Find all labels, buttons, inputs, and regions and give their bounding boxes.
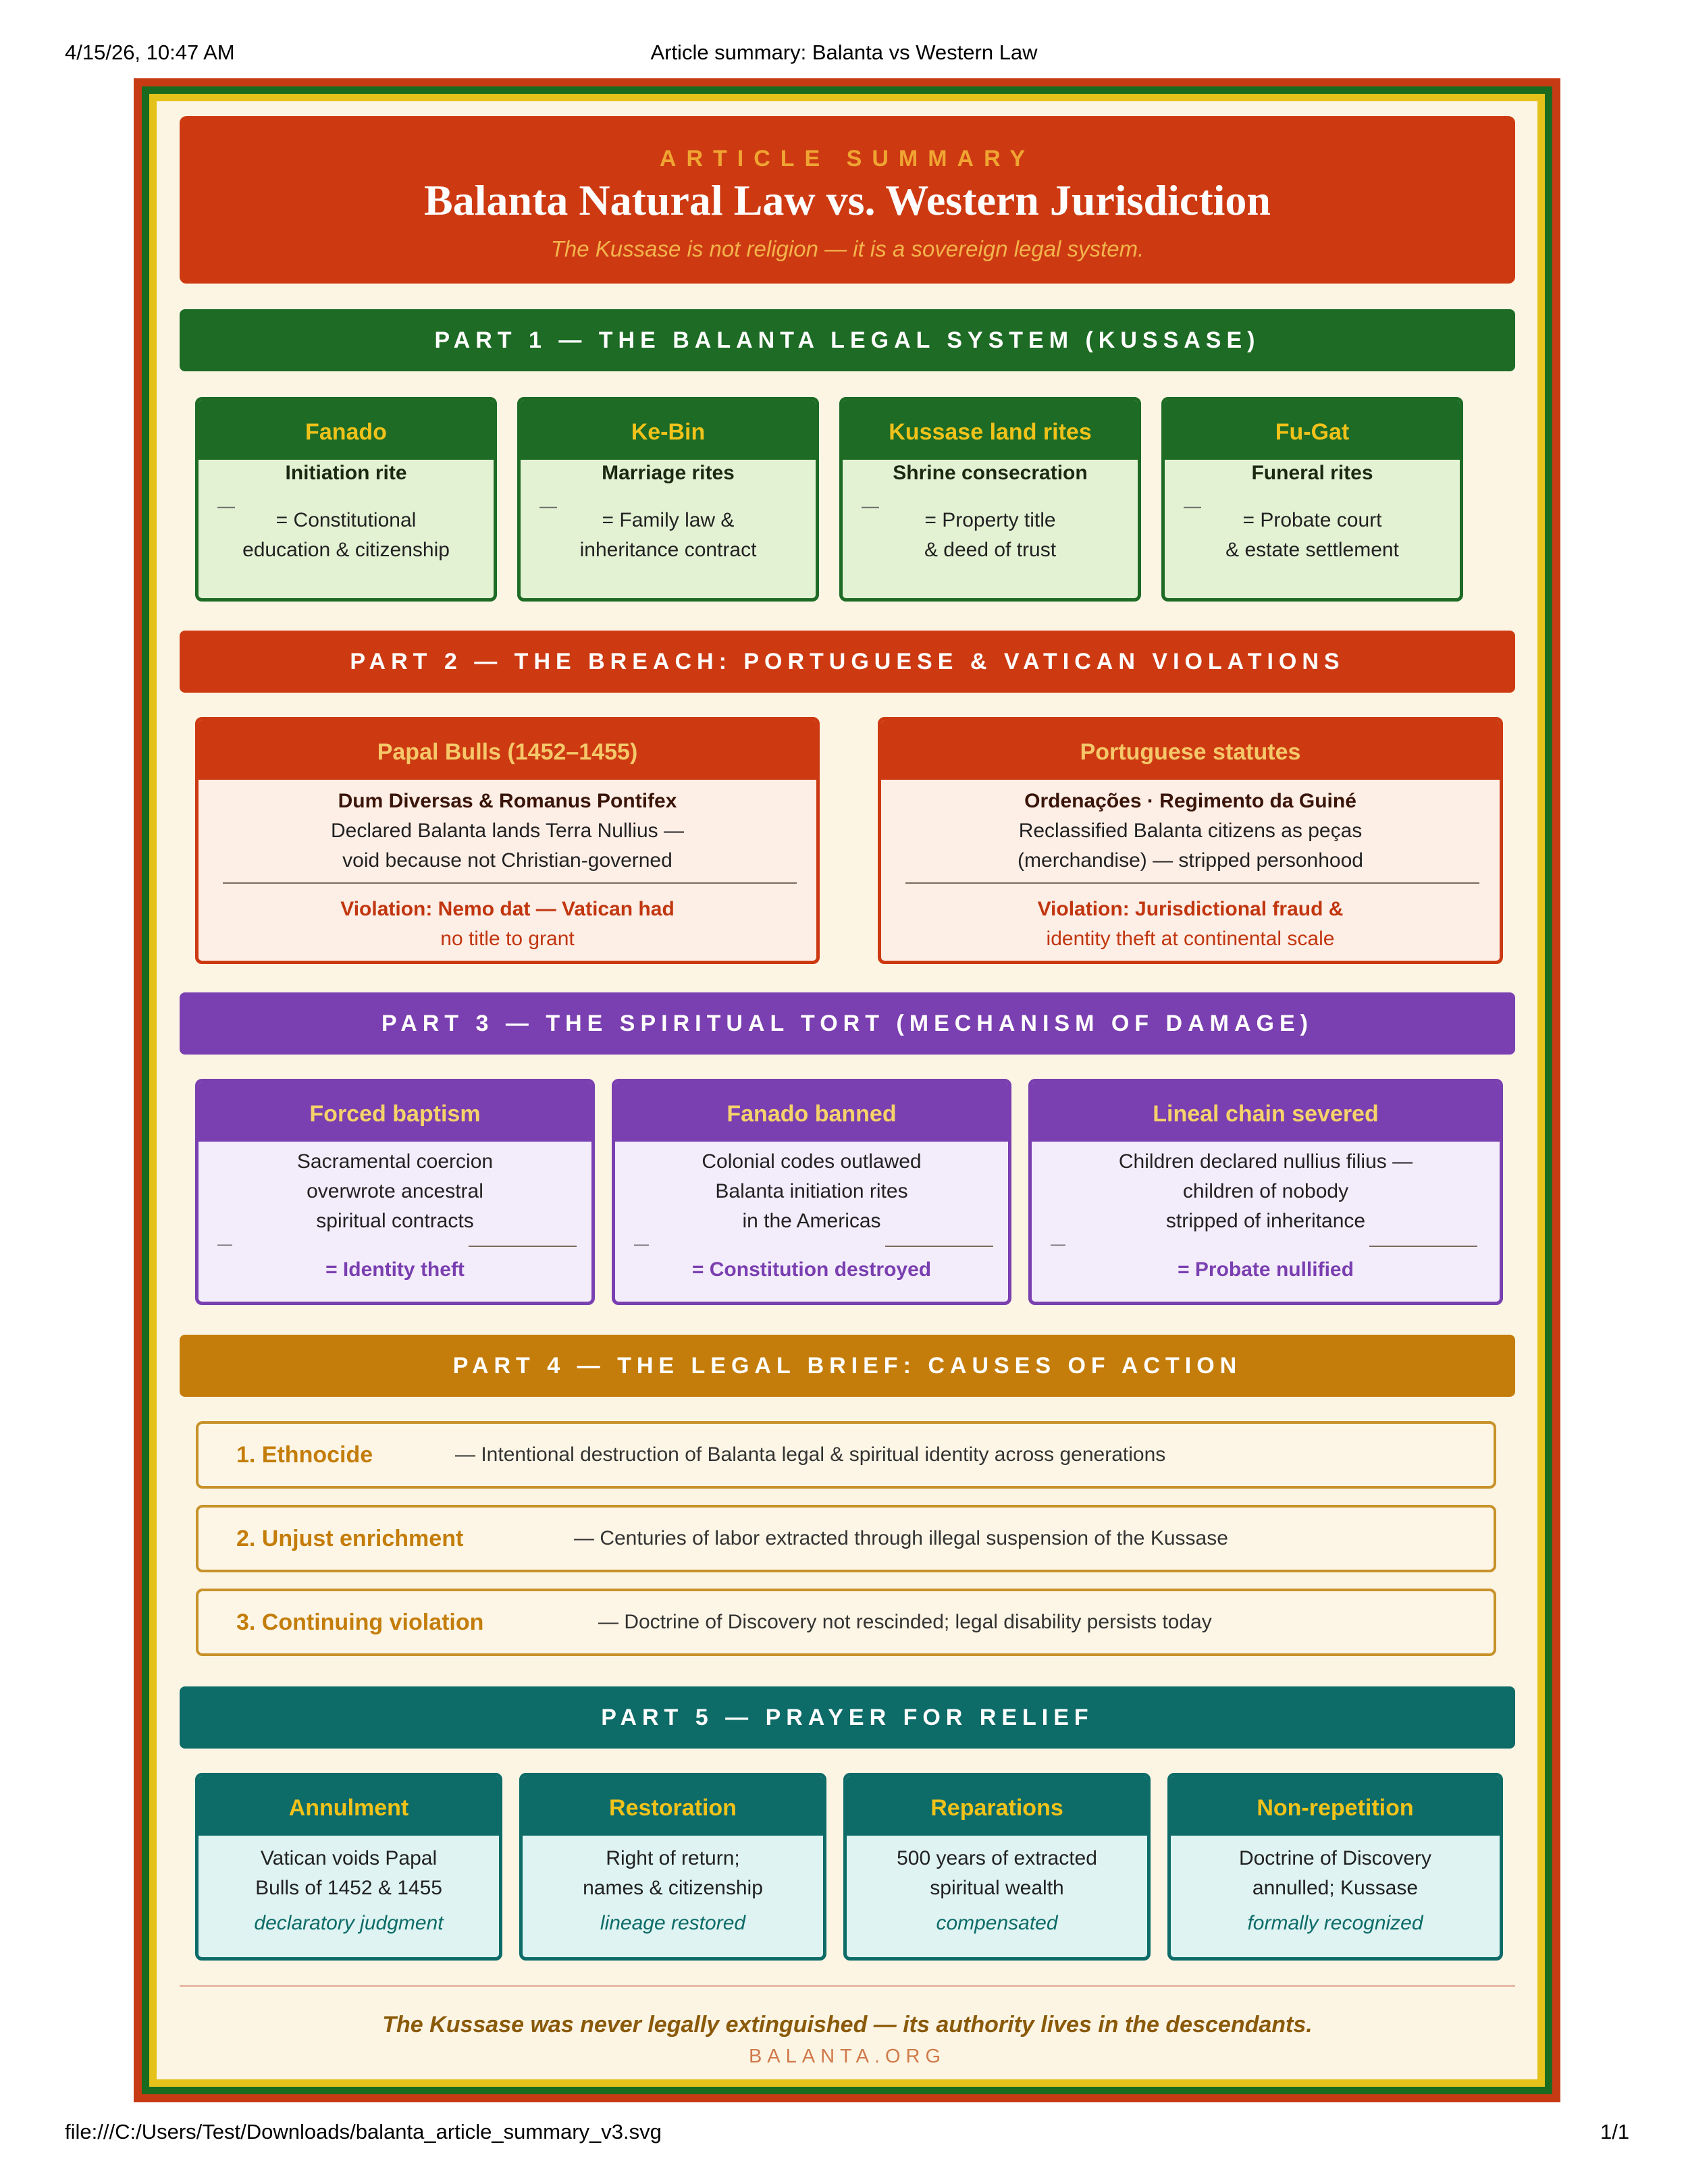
- dash: —: [217, 1235, 232, 1252]
- card-title: Fanado: [199, 400, 494, 460]
- part5-heading: PART 5 — PRAYER FOR RELIEF: [180, 1686, 1515, 1749]
- page-title: Balanta Natural Law vs. Western Jurisdiction: [424, 176, 1271, 224]
- print-page-number: 1/1: [1600, 2120, 1630, 2143]
- card-subtitle: Dum Diversas & Romanus Pontifex: [338, 790, 677, 812]
- card-title: Fu-Gat: [1165, 400, 1460, 460]
- part5-card-restoration: [519, 1773, 826, 1961]
- card-title: Ke-Bin: [521, 400, 816, 460]
- card-line: = Probate court: [1242, 509, 1382, 531]
- card-title: Papal Bulls (1452–1455): [199, 720, 816, 780]
- part1-card-fanado: [195, 397, 497, 602]
- part1-card-fu-gat: [1161, 397, 1463, 602]
- part4-heading: PART 4 — THE LEGAL BRIEF: CAUSES OF ACTION: [180, 1335, 1515, 1397]
- card-title: Portuguese statutes: [881, 720, 1500, 780]
- cause-name: 2. Unjust enrichment: [236, 1526, 464, 1551]
- card-line: Right of return;: [606, 1847, 740, 1869]
- card-title: Fanado banned: [615, 1082, 1008, 1142]
- card-line: in the Americas: [742, 1210, 881, 1232]
- cause-name: 3. Continuing violation: [236, 1609, 484, 1635]
- part3-card-lineal-chain: [1028, 1079, 1503, 1305]
- dash: —: [1184, 496, 1201, 516]
- print-title: Article summary: Balanta vs Western Law: [650, 41, 1038, 64]
- cause-description: — Centuries of labor extracted through illegal suspension of the Kussase: [574, 1527, 1228, 1549]
- violation-text: no title to grant: [440, 928, 575, 950]
- card-line: (merchandise) — stripped personhood: [1018, 849, 1363, 872]
- result-text: = Constitution destroyed: [691, 1258, 932, 1281]
- part5-card-annulment: [195, 1773, 502, 1961]
- card-subtitle: Ordenações · Regimento da Guiné: [1024, 790, 1356, 812]
- part5-card-non-repetition: [1167, 1773, 1503, 1961]
- divider: [1369, 1246, 1477, 1247]
- card-line: inheritance contract: [579, 539, 757, 561]
- part5-card-reparations: [843, 1773, 1151, 1961]
- card-line: = Constitutional: [275, 509, 417, 531]
- dash: —: [1051, 1235, 1065, 1252]
- violation-text: identity theft at continental scale: [1046, 928, 1335, 950]
- card-subtitle: Funeral rites: [1251, 462, 1373, 484]
- card-line: = Family law &: [602, 509, 735, 531]
- cause-name: 1. Ethnocide: [236, 1442, 373, 1468]
- card-line: spiritual wealth: [930, 1877, 1064, 1899]
- part2-card-portuguese-statutes: [878, 717, 1503, 964]
- divider: [905, 882, 1479, 884]
- card-title: Reparations: [847, 1776, 1147, 1836]
- card-title: Lineal chain severed: [1032, 1082, 1500, 1142]
- card-title: Annulment: [199, 1776, 499, 1836]
- divider: [885, 1246, 993, 1247]
- title-block: [180, 116, 1515, 284]
- card-line: Children declared nullius filius —: [1118, 1150, 1413, 1173]
- site-name: BALANTA.ORG: [748, 2046, 947, 2067]
- card-line: & deed of trust: [924, 539, 1057, 561]
- violation-text: Violation: Jurisdictional fraud &: [1037, 898, 1344, 920]
- cause-description: — Intentional destruction of Balanta legal & spiritual identity across generations: [455, 1443, 1166, 1466]
- card-subtitle: Initiation rite: [285, 462, 407, 484]
- print-file-path: file:///C:/Users/Test/Downloads/balanta_article_summary_v3.svg: [65, 2120, 662, 2143]
- result-text: = Identity theft: [325, 1258, 465, 1281]
- cause-description: — Doctrine of Discovery not rescinded; legal disability persists today: [598, 1611, 1212, 1633]
- result-text: = Probate nullified: [1178, 1258, 1354, 1281]
- footer-divider: [180, 1985, 1515, 1987]
- card-line: 500 years of extracted: [897, 1847, 1097, 1869]
- card-line: Reclassified Balanta citizens as peças: [1018, 820, 1363, 842]
- dash: —: [862, 496, 879, 516]
- part1-heading: PART 1 — THE BALANTA LEGAL SYSTEM (KUSSASE): [180, 309, 1515, 371]
- card-note: compensated: [936, 1912, 1058, 1934]
- part3-card-fanado-banned: [612, 1079, 1011, 1305]
- card-subtitle: Shrine consecration: [893, 462, 1088, 484]
- part2-card-papal-bulls: [195, 717, 820, 964]
- dash: —: [217, 496, 235, 516]
- card-line: overwrote ancestral: [307, 1180, 483, 1202]
- subtitle: The Kussase is not religion — it is a sovereign legal system.: [550, 236, 1144, 261]
- card-line: names & citizenship: [583, 1877, 763, 1899]
- card-line: & estate settlement: [1225, 539, 1399, 561]
- divider: [469, 1246, 577, 1247]
- card-line: Declared Balanta lands Terra Nullius —: [330, 820, 685, 842]
- card-line: stripped of inheritance: [1165, 1210, 1366, 1232]
- card-line: children of nobody: [1182, 1180, 1349, 1202]
- closing-statement: The Kussase was never legally extinguished — its authority lives in the descendants.: [382, 2012, 1313, 2037]
- divider: [223, 882, 797, 884]
- card-subtitle: Marriage rites: [602, 462, 735, 484]
- violation-text: Violation: Nemo dat — Vatican had: [340, 898, 675, 920]
- card-line: annulled; Kussase: [1252, 1877, 1419, 1899]
- card-note: declaratory judgment: [254, 1912, 444, 1934]
- dash: —: [634, 1235, 649, 1252]
- card-line: Sacramental coercion: [296, 1150, 494, 1173]
- card-line: Colonial codes outlawed: [702, 1150, 922, 1173]
- part3-card-forced-baptism: [195, 1079, 595, 1305]
- card-line: = Property title: [924, 509, 1056, 531]
- card-line: spiritual contracts: [316, 1210, 474, 1232]
- cause-item: [196, 1505, 1496, 1572]
- card-title: Restoration: [523, 1776, 823, 1836]
- card-line: void because not Christian-governed: [342, 849, 672, 872]
- card-title: Non-repetition: [1171, 1776, 1500, 1836]
- card-title: Forced baptism: [199, 1082, 591, 1142]
- cause-item: [196, 1589, 1496, 1656]
- card-note: formally recognized: [1247, 1912, 1423, 1934]
- card-line: Vatican voids Papal: [260, 1847, 438, 1869]
- kicker: ARTICLE SUMMARY: [659, 146, 1036, 171]
- part1-card-kussase-land: [839, 397, 1141, 602]
- part3-heading: PART 3 — THE SPIRITUAL TORT (MECHANISM OF DAMAGE): [180, 992, 1515, 1055]
- card-line: Doctrine of Discovery: [1238, 1847, 1432, 1869]
- print-datetime: 4/15/26, 10:47 AM: [65, 41, 235, 64]
- card-line: education & citizenship: [242, 539, 450, 561]
- cause-item: [196, 1421, 1496, 1489]
- part1-card-ke-bin: [517, 397, 819, 602]
- part2-heading: PART 2 — THE BREACH: PORTUGUESE & VATICAN VIOLATIONS: [180, 631, 1515, 693]
- card-note: lineage restored: [600, 1912, 746, 1934]
- card-title: Kussase land rites: [843, 400, 1138, 460]
- dash: —: [539, 496, 557, 516]
- card-line: Balanta initiation rites: [715, 1180, 908, 1202]
- card-line: Bulls of 1452 & 1455: [255, 1877, 442, 1899]
